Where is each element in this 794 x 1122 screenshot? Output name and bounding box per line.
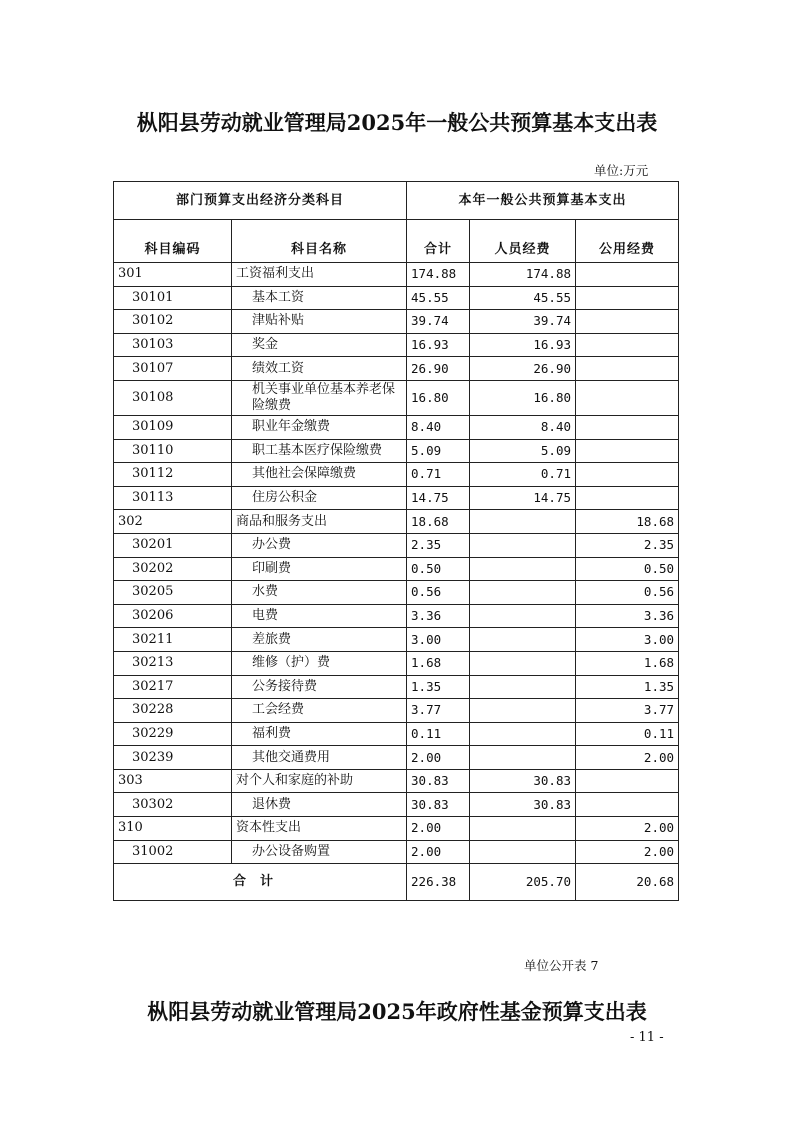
row-code: 30109 [114,415,232,439]
row-code: 30213 [114,651,232,675]
header-group-left: 部门预算支出经济分类科目 [114,182,407,220]
row-personnel [470,840,576,864]
row-code: 302 [114,510,232,534]
budget-table [113,181,679,901]
row-public [576,263,679,287]
row-public [576,380,679,415]
row-personnel [470,557,576,581]
table-row [114,463,679,487]
row-public [576,286,679,310]
row-total: 0.71 [407,463,470,487]
row-public [576,463,679,487]
row-code: 30103 [114,333,232,357]
row-personnel [470,746,576,770]
table-row [114,357,679,381]
row-public [576,439,679,463]
row-public [576,793,679,817]
row-total: 3.77 [407,699,470,723]
row-code: 30302 [114,793,232,817]
row-total: 14.75 [407,486,470,510]
row-total: 39.74 [407,310,470,334]
page-title: 枞阳县劳动就业管理局2025年一般公共预算基本支出表 [136,110,658,135]
row-total: 16.80 [407,380,470,415]
table-row [114,769,679,793]
table-row [114,310,679,334]
row-code: 30202 [114,557,232,581]
row-total: 2.00 [407,746,470,770]
row-name: 其他社会保障缴费 [232,463,407,487]
row-public: 0.50 [576,557,679,581]
total-row [114,864,679,901]
table-row [114,840,679,864]
total-personnel: 205.70 [470,864,576,901]
table-row [114,817,679,841]
header-group-row [114,182,679,220]
row-name: 基本工资 [232,286,407,310]
row-name: 职工基本医疗保险缴费 [232,439,407,463]
row-name: 印刷费 [232,557,407,581]
row-public [576,357,679,381]
row-name: 公务接待费 [232,675,407,699]
row-name: 办公费 [232,533,407,557]
row-personnel: 30.83 [470,793,576,817]
row-public [576,310,679,334]
row-total: 3.00 [407,628,470,652]
table-row [114,651,679,675]
row-total: 0.11 [407,722,470,746]
page-number: - 11 - [630,1030,664,1045]
row-personnel [470,651,576,675]
row-personnel: 39.74 [470,310,576,334]
row-public: 2.35 [576,533,679,557]
row-total: 174.88 [407,263,470,287]
table-body [114,263,679,864]
row-name: 工资福利支出 [232,263,407,287]
table-row [114,699,679,723]
table-row [114,675,679,699]
row-name: 津贴补贴 [232,310,407,334]
header-column-row [114,220,679,263]
table-row [114,415,679,439]
row-name: 退休费 [232,793,407,817]
row-total: 2.35 [407,533,470,557]
table-row [114,628,679,652]
row-total: 18.68 [407,510,470,534]
row-public: 2.00 [576,817,679,841]
header-total: 合计 [407,220,470,263]
row-code: 303 [114,769,232,793]
row-public: 0.56 [576,581,679,605]
row-personnel [470,675,576,699]
row-personnel: 14.75 [470,486,576,510]
row-personnel: 16.80 [470,380,576,415]
table-row [114,557,679,581]
row-name: 机关事业单位基本养老保险缴费 [232,380,407,415]
row-total: 5.09 [407,439,470,463]
table-row [114,439,679,463]
row-code: 30110 [114,439,232,463]
row-code: 30205 [114,581,232,605]
row-name: 工会经费 [232,699,407,723]
row-total: 30.83 [407,793,470,817]
row-personnel: 0.71 [470,463,576,487]
row-personnel: 30.83 [470,769,576,793]
row-public: 1.35 [576,675,679,699]
row-code: 30113 [114,486,232,510]
row-personnel [470,604,576,628]
row-name: 差旅费 [232,628,407,652]
unit-label: 单位:万元 [594,163,649,178]
row-personnel [470,628,576,652]
row-total: 2.00 [407,817,470,841]
row-personnel [470,510,576,534]
header-personnel: 人员经费 [470,220,576,263]
row-personnel [470,722,576,746]
row-name: 电费 [232,604,407,628]
row-name: 办公设备购置 [232,840,407,864]
total-public: 20.68 [576,864,679,901]
row-personnel [470,817,576,841]
row-code: 30217 [114,675,232,699]
row-code: 30102 [114,310,232,334]
header-public: 公用经费 [576,220,679,263]
row-name: 维修（护）费 [232,651,407,675]
row-code: 30211 [114,628,232,652]
row-code: 30101 [114,286,232,310]
row-public [576,333,679,357]
row-total: 30.83 [407,769,470,793]
row-total: 0.56 [407,581,470,605]
row-code: 30201 [114,533,232,557]
table-row [114,722,679,746]
row-personnel: 5.09 [470,439,576,463]
table-row [114,510,679,534]
row-total: 2.00 [407,840,470,864]
row-code: 30206 [114,604,232,628]
row-code: 30112 [114,463,232,487]
table-row [114,333,679,357]
row-personnel [470,699,576,723]
row-code: 30239 [114,746,232,770]
next-table-title: 枞阳县劳动就业管理局2025年政府性基金预算支出表 [147,999,647,1024]
row-name: 对个人和家庭的补助 [232,769,407,793]
header-name: 科目名称 [232,220,407,263]
row-code: 30228 [114,699,232,723]
row-name: 资本性支出 [232,817,407,841]
row-name: 其他交通费用 [232,746,407,770]
row-public: 18.68 [576,510,679,534]
row-total: 16.93 [407,333,470,357]
row-personnel: 174.88 [470,263,576,287]
table-row [114,486,679,510]
table-row [114,380,679,415]
row-code: 301 [114,263,232,287]
row-name: 水费 [232,581,407,605]
row-name: 商品和服务支出 [232,510,407,534]
row-total: 1.35 [407,675,470,699]
row-public [576,486,679,510]
row-public: 3.00 [576,628,679,652]
table-row [114,533,679,557]
row-code: 310 [114,817,232,841]
row-total: 45.55 [407,286,470,310]
row-personnel: 26.90 [470,357,576,381]
row-total: 3.36 [407,604,470,628]
row-personnel: 16.93 [470,333,576,357]
row-code: 31002 [114,840,232,864]
table-row [114,581,679,605]
row-personnel: 45.55 [470,286,576,310]
row-total: 26.90 [407,357,470,381]
row-personnel [470,533,576,557]
row-code: 30108 [114,380,232,415]
table-row [114,604,679,628]
table-row [114,263,679,287]
row-total: 0.50 [407,557,470,581]
row-public [576,769,679,793]
table-row [114,793,679,817]
total-label: 合计 [114,864,407,901]
row-public: 3.36 [576,604,679,628]
table-row [114,286,679,310]
row-public: 2.00 [576,840,679,864]
row-total: 8.40 [407,415,470,439]
row-code: 30107 [114,357,232,381]
table-row [114,746,679,770]
row-name: 福利费 [232,722,407,746]
header-code: 科目编码 [114,220,232,263]
row-public: 1.68 [576,651,679,675]
row-public: 2.00 [576,746,679,770]
row-public [576,415,679,439]
row-total: 1.68 [407,651,470,675]
row-name: 职业年金缴费 [232,415,407,439]
header-group-right: 本年一般公共预算基本支出 [407,182,679,220]
row-code: 30229 [114,722,232,746]
row-public: 3.77 [576,699,679,723]
row-name: 绩效工资 [232,357,407,381]
row-personnel: 8.40 [470,415,576,439]
row-personnel [470,581,576,605]
table-id-label: 单位公开表 7 [524,958,599,973]
row-public: 0.11 [576,722,679,746]
total-total: 226.38 [407,864,470,901]
row-name: 住房公积金 [232,486,407,510]
row-name: 奖金 [232,333,407,357]
